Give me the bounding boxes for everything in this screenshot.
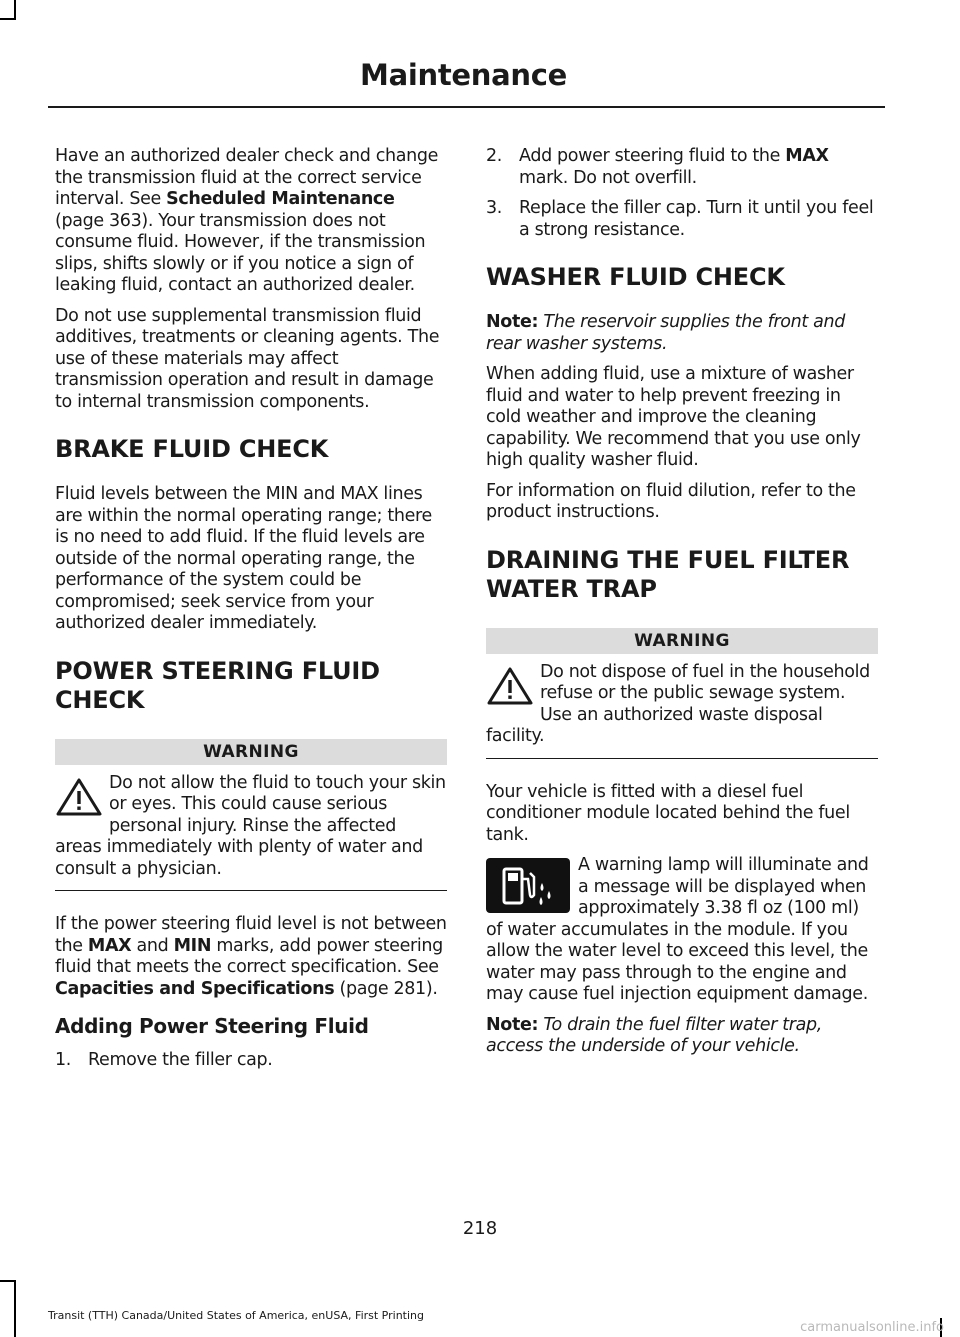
drain-note: Note: To drain the fuel filter water trap, access the underside of your vehicle. — [486, 1014, 822, 1056]
warning-lamp-section — [486, 855, 878, 1006]
washer-note: Note: The reservoir supplies the front and rear washer systems. — [486, 312, 845, 354]
right-column — [486, 146, 878, 1067]
page-title: Maintenance — [360, 58, 567, 92]
washer-paragraph: When adding fluid, use a mixture of washer fluid and water to help prevent freezing in cold weather and improve the cleaning capability. We recommend that you use only high quality washer fluid. — [486, 364, 861, 470]
warning-box — [486, 628, 878, 759]
capacities-link[interactable]: Capacities and Specifications — [55, 978, 335, 999]
warning-triangle-icon — [55, 777, 103, 817]
page-number: 218 — [462, 1218, 498, 1239]
warning-text: Do not dispose of fuel in the household refuse or the public sewage system. Use an authorized waste disposal facility. — [486, 661, 870, 746]
list-item: 3. Replace the filler cap. Turn it until you feel a strong resistance. — [486, 198, 874, 240]
fluid-level-paragraph: If the power steering fluid level is not between the MAX and MIN marks, add power steering fluid that meets the correct specification. See Capacities and Specifications (page 281). — [55, 914, 447, 999]
warning-triangle-icon — [486, 666, 534, 706]
footer-text: Transit (TTH) Canada/United States of America, enUSA, First Printing — [48, 1309, 424, 1322]
header-divider — [48, 106, 885, 108]
warning-text: Do not allow the fluid to touch your skin or eyes. This could cause serious personal injury. Rinse the affected areas immediately with plenty of water and consult a physician. — [55, 772, 446, 879]
power-steering-heading: POWER STEERING FLUID CHECK — [55, 656, 380, 714]
washer-fluid-heading: WASHER FLUID CHECK — [486, 263, 785, 291]
watermark: carmanualsonline.info — [800, 1320, 944, 1335]
crop-mark — [14, 1280, 16, 1337]
left-column — [55, 146, 447, 1080]
adding-fluid-heading: Adding Power Steering Fluid — [55, 1014, 369, 1038]
transmission-paragraph: Have an authorized dealer check and change the transmission fluid at the correct service interval. See Scheduled Maintenance (page 363). Your transmission does not consume fluid. However, if the transmission slips, shifts slowly or if you notice a sign of leaking fluid, contact an authorized dealer. — [55, 146, 439, 295]
additives-paragraph: Do not use supplemental transmission fluid additives, treatments or cleaning agents. The use of these materials may affect transmission operation and result in damage to internal transmission components. — [55, 305, 440, 412]
fuel-filter-heading: DRAINING THE FUEL FILTER WATER TRAP — [486, 545, 850, 603]
brake-fluid-heading: BRAKE FLUID CHECK — [55, 435, 329, 463]
warning-label: WARNING — [55, 739, 447, 765]
warning-divider — [55, 890, 447, 891]
crop-mark — [14, 0, 16, 20]
crop-mark — [0, 18, 16, 20]
fuel-conditioner-paragraph: Your vehicle is fitted with a diesel fuel conditioner module located behind the fuel tank. — [486, 781, 850, 845]
brake-fluid-paragraph: Fluid levels between the MIN and MAX lines are within the normal operating range; there is no need to add fluid. If the fluid levels are outside of the normal operating range, the performance of the system could be compromised; seek service from your authorized dealer immediately. — [55, 484, 432, 633]
warning-box — [55, 739, 447, 892]
warning-divider — [486, 758, 878, 759]
warning-lamp-paragraph: A warning lamp will illuminate and a message will be displayed when approximately 3.38 fl oz (100 ml) of water accumulates in the module. If you allow the water level to exceed this level, the water may pass through to the engine and may cause fuel injection equipment damage. — [486, 855, 869, 1004]
crop-mark — [0, 1280, 16, 1282]
dilution-paragraph: For information on fluid dilution, refer to the product instructions. — [486, 480, 856, 522]
list-item: 2. Add power steering fluid to the MAX mark. Do not overfill. — [486, 146, 829, 188]
warning-label: WARNING — [486, 628, 878, 654]
water-in-fuel-icon — [486, 858, 570, 913]
list-item: 1. Remove the filler cap. — [55, 1049, 273, 1070]
scheduled-maintenance-link[interactable]: Scheduled Maintenance — [166, 189, 395, 209]
